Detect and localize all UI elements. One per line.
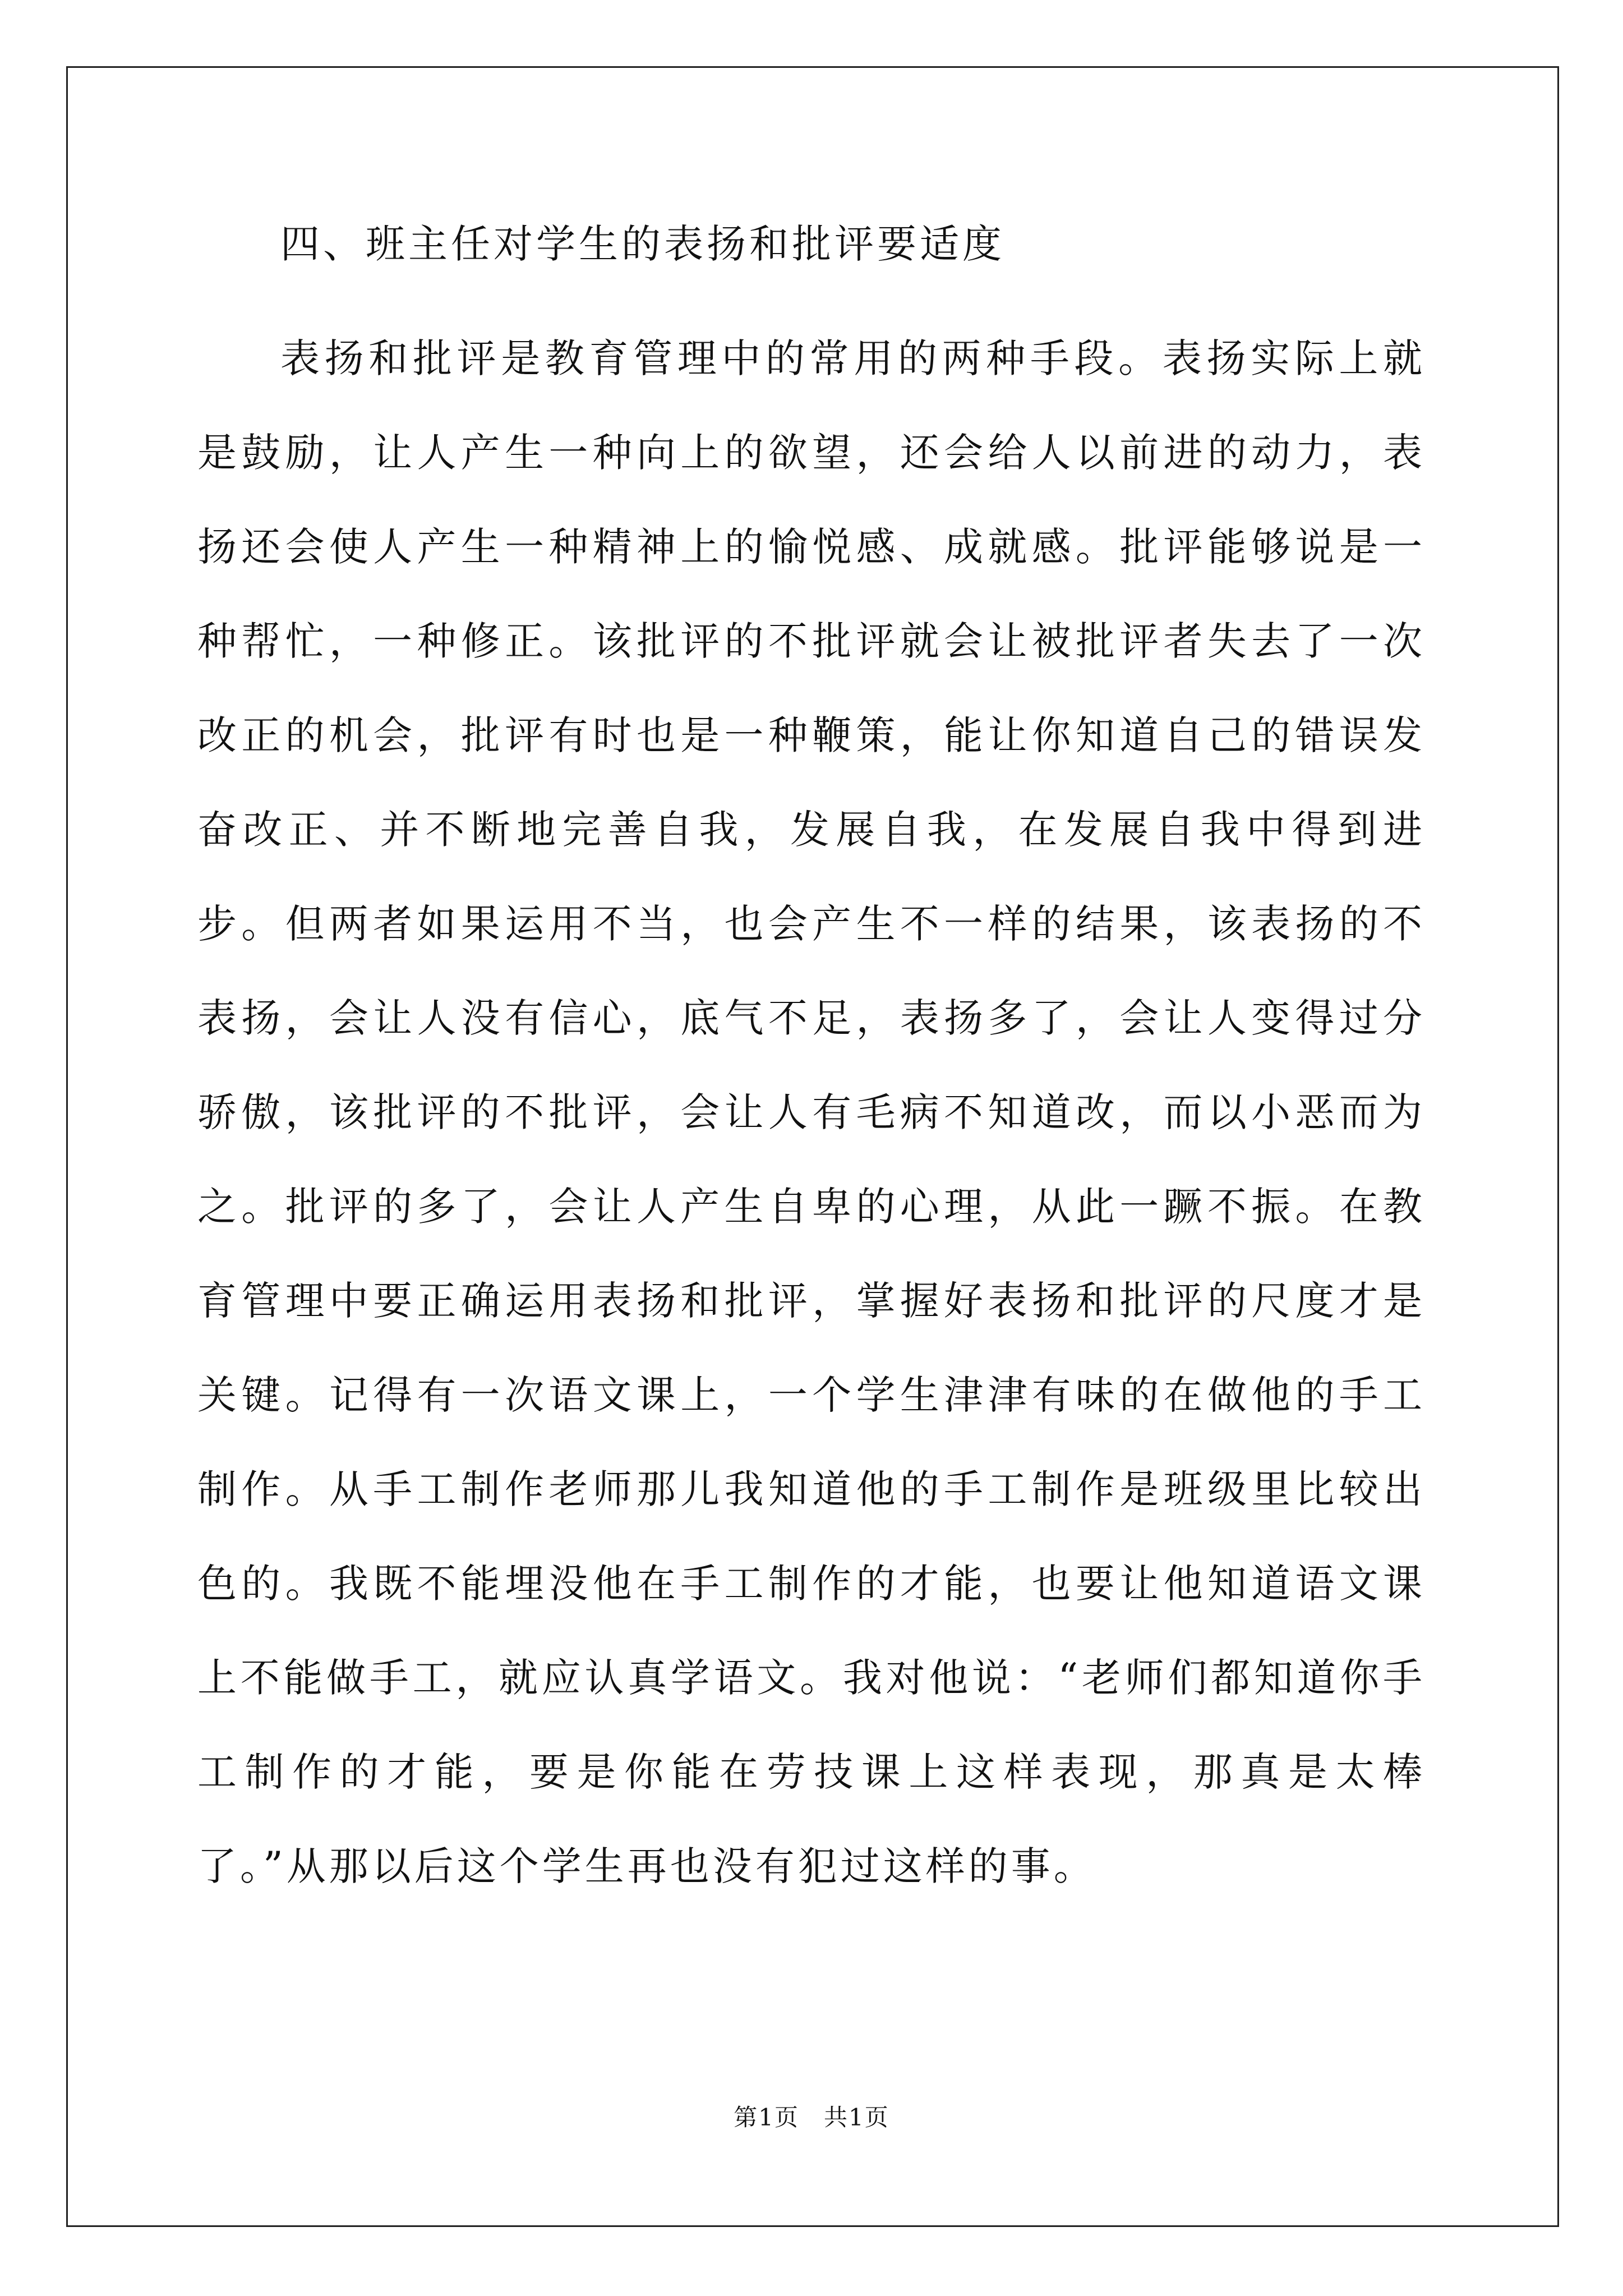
body-paragraph: 表扬和批评是教育管理中的常用的两种手段。表扬实际上就是鼓励，让人产生一种向上的欲望，还会给人以前进的动力，表扬还会使人产生一种精神上的愉悦感、成就感。批评能够说是一种帮忙，一种修正。该批评的不批评就会让被批评者失去了一次改正的机会，批评有时也是一种鞭策，能让你知道自己的错误发奋改正、并不断地完善自我，发展自我，在发展自我中得到进步。但两者如果运用不当，也会产生不一样的结果，该表扬的不表扬，会让人没有信心，底气不足，表扬多了，会让人变得过分骄傲，该批评的不批评，会让人有毛病不知道改，而以小恶而为之。批评的多了，会让人产生自卑的心理，从此一蹶不振。在教育管理中要正确运用表扬和批评，掌握好表扬和批评的尺度才是关键。记得有一次语文课上，一个学生津津有味的在做他的手工制作。从手工制作老师那儿我知道他的手工制作是班级里比较出色的。我既不能埋没他在手工制作的才能，也要让他知道语文课上不能做手工，就应认真学语文。我对他说：“老师们都知道你手工制作的才能，要是你能在劳技课上这样表现，那真是太棒了。”从那以后这个学生再也没有犯过这样的事。 bbox=[197, 335, 1426, 1889]
page-number: 第1页 bbox=[734, 2104, 799, 2131]
page-footer bbox=[0, 2101, 1623, 2134]
document-body bbox=[197, 216, 1426, 1913]
section-heading: 四、班主任对学生的表扬和批评要适度 bbox=[280, 221, 1005, 267]
page-total: 共1页 bbox=[824, 2104, 889, 2131]
